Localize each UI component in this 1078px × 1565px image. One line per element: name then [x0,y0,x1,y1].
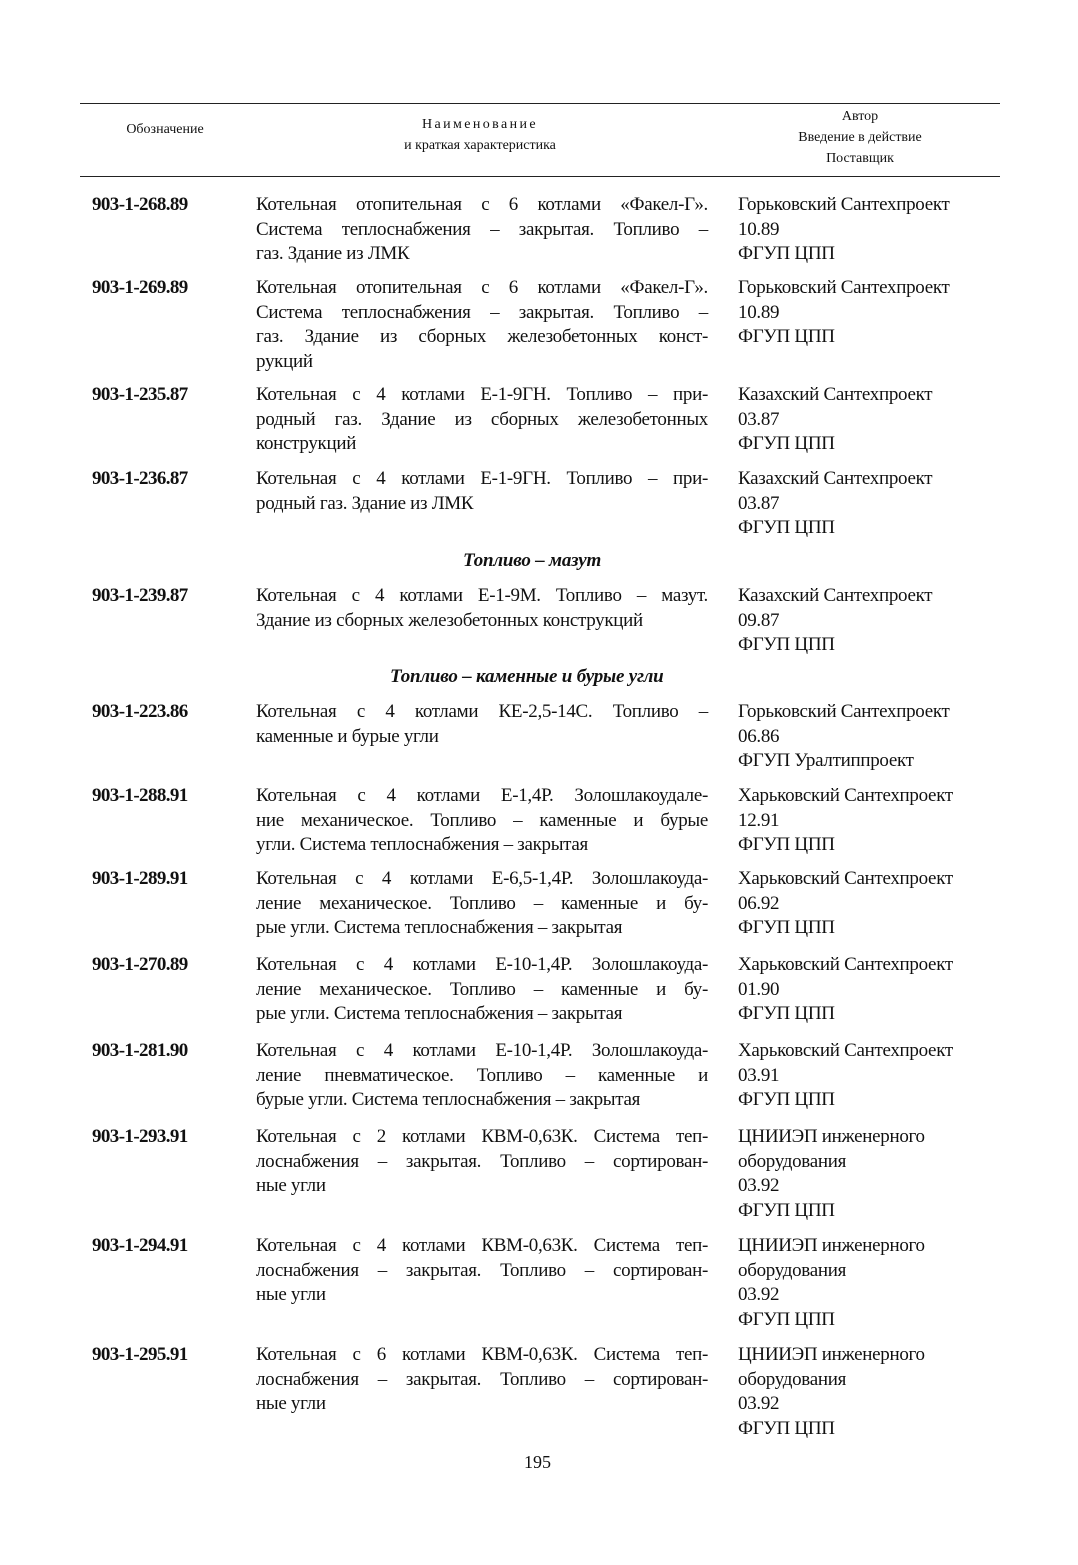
author-line: Харьковский Сантехпроект [738,868,953,889]
header-designation: Обозначение [126,122,204,137]
description-line: Котельная с 4 котлами Е-1-9М. Топливо – мазут. [256,585,708,606]
entry-author [738,193,950,267]
description-line: Котельная с 2 котлами КВМ-0,63К. Система теп- [256,1126,708,1147]
entry-description [256,1125,708,1199]
description-line: ление пневматическое. Топливо – каменные и [256,1064,708,1086]
entry-code: 903-1-236.87 [92,468,188,489]
description-line: Котельная с 4 котлами Е-1-9ГН. Топливо – при- [256,384,708,405]
header-name [360,114,600,156]
description-line: Система теплоснабжения – закрытая. Топливо – [256,301,708,323]
author-line: 03.87 [738,492,780,514]
author-line: 09.87 [738,609,780,631]
description-line: Котельная отопительная с 6 котлами «Факел-Г». [256,194,708,215]
author-line: ФГУП ЦПП [738,1417,835,1439]
header-name-title: Наименование [421,117,539,132]
description-line: лоснабжения – закрытая. Топливо – сортирован- [256,1259,708,1281]
description-line: ление механическое. Топливо – каменные и бу- [256,978,708,1000]
description-line: бурые угли. Система теплоснабжения – закрытая [256,1089,641,1111]
entry-author [738,383,932,457]
description-line: рые угли. Система теплоснабжения – закрытая [256,1003,623,1025]
entry-description [256,467,708,516]
description-line: родный газ. Здание из ЛМК [256,492,474,514]
author-line: 03.87 [738,408,780,430]
header-author-line: Автор [841,109,879,124]
author-line: 03.92 [738,1175,780,1197]
description-line: Котельная с 4 котлами Е-6,5-1,4Р. Золошлакоуда- [256,868,708,889]
description-line: каменные и бурые угли [256,725,439,747]
entry-description [256,584,708,633]
description-line: Котельная с 4 котлами Е-1,4Р. Золошлакоудале- [256,785,708,806]
entry-author [738,953,953,1027]
entry-description [256,193,708,267]
header-supplier-line: Поставщик [826,151,894,166]
author-line: оборудования [738,1368,847,1390]
description-line: рые угли. Система теплоснабжения – закрытая [256,917,623,939]
page-number: 195 [524,1452,551,1472]
description-line: Котельная с 4 котлами КЕ-2,5-14С. Топливо – [256,701,708,722]
entry-author [738,1039,953,1113]
author-line: 03.92 [738,1393,780,1415]
author-line: ФГУП ЦПП [738,243,835,265]
entry-code: 903-1-294.91 [92,1235,188,1256]
description-line: Здание из сборных железобетонных конструкций [256,609,643,631]
entry-code: 903-1-239.87 [92,585,188,606]
author-line: 06.92 [738,892,780,914]
entry-author [738,276,950,350]
author-line: Харьковский Сантехпроект [738,1040,953,1061]
entry-description [256,784,708,858]
author-line: оборудования [738,1150,847,1172]
entry-author [738,1234,925,1332]
description-line: лоснабжения – закрытая. Топливо – сортирован- [256,1368,708,1390]
description-line: рукций [256,350,313,372]
description-line: конструкций [256,433,357,455]
entry-description [256,700,708,749]
entry-description [256,276,708,374]
description-line: Котельная с 6 котлами КВМ-0,63К. Система теп- [256,1344,708,1365]
description-line: Котельная с 4 котлами Е-1-9ГН. Топливо – при- [256,468,708,489]
entry-code: 903-1-223.86 [92,701,188,722]
description-line: ные угли [256,1284,326,1306]
author-line: ФГУП ЦПП [738,917,835,939]
entry-description [256,1039,708,1113]
header-top-rule [80,103,1000,104]
header-date-line: Введение в действие [798,130,922,145]
entry-description [256,1234,708,1308]
header-name-subtitle: и краткая характеристика [404,138,556,153]
entry-author [738,700,950,774]
description-line: Котельная отопительная с 6 котлами «Факел-Г». [256,277,708,298]
author-line: Горьковский Сантехпроект [738,194,950,215]
author-line: ФГУП Уралтиппроект [738,750,914,772]
entry-code: 903-1-270.89 [92,954,188,975]
entry-author [738,1125,925,1223]
description-line: Система теплоснабжения – закрытая. Топливо – [256,218,708,240]
entry-author [738,467,932,541]
entry-author [738,1343,925,1441]
author-line: ЦНИИЭП инженерного [738,1126,925,1147]
author-line: ФГУП ЦПП [738,634,835,656]
entry-code: 903-1-268.89 [92,194,188,215]
author-line: 03.91 [738,1064,780,1086]
author-line: Горьковский Сантехпроект [738,701,950,722]
author-line: ФГУП ЦПП [738,1199,835,1221]
author-line: 03.92 [738,1284,780,1306]
author-line: 10.89 [738,218,780,240]
author-line: 01.90 [738,978,780,1000]
entry-code: 903-1-269.89 [92,277,188,298]
section-heading-mazut: Топливо – мазут [463,550,602,571]
entry-description [256,867,708,941]
entry-code: 903-1-295.91 [92,1344,188,1365]
description-line: Котельная с 4 котлами Е-10-1,4Р. Золошлакоуда- [256,954,708,975]
entry-code: 903-1-235.87 [92,384,188,405]
author-line: ФГУП ЦПП [738,326,835,348]
author-line: Казахский Сантехпроект [738,468,933,489]
author-line: ФГУП ЦПП [738,1003,835,1025]
entry-description [256,953,708,1027]
description-line: ные угли [256,1175,326,1197]
entry-description [256,1343,708,1417]
section-heading-coal: Топливо – каменные и бурые угли [390,666,664,687]
author-line: Харьковский Сантехпроект [738,785,953,806]
author-line: 12.91 [738,809,780,831]
author-line: Горьковский Сантехпроект [738,277,950,298]
author-line: оборудования [738,1259,847,1281]
description-line: газ. Здание из ЛМК [256,243,410,265]
entry-code: 903-1-281.90 [92,1040,188,1061]
header-bottom-rule [80,176,1000,177]
description-line: ные угли [256,1393,326,1415]
entry-description [256,383,708,457]
author-line: ФГУП ЦПП [738,433,835,455]
description-line: ление механическое. Топливо – каменные и бу- [256,892,708,914]
author-line: ФГУП ЦПП [738,517,835,539]
author-line: Харьковский Сантехпроект [738,954,953,975]
description-line: Котельная с 4 котлами КВМ-0,63К. Система теп- [256,1235,708,1256]
entry-code: 903-1-293.91 [92,1126,188,1147]
author-line: ЦНИИЭП инженерного [738,1344,925,1365]
author-line: ФГУП ЦПП [738,1308,835,1330]
entry-author [738,584,932,658]
description-line: лоснабжения – закрытая. Топливо – сортирован- [256,1150,708,1172]
author-line: 06.86 [738,725,780,747]
entry-code: 903-1-289.91 [92,868,188,889]
description-line: угли. Система теплоснабжения – закрытая [256,834,588,856]
header-author [760,106,960,169]
author-line: ФГУП ЦПП [738,1089,835,1111]
author-line: Казахский Сантехпроект [738,384,933,405]
author-line: ФГУП ЦПП [738,834,835,856]
author-line: 10.89 [738,301,780,323]
description-line: Котельная с 4 котлами Е-10-1,4Р. Золошлакоуда- [256,1040,708,1061]
entry-author [738,784,953,858]
description-line: ние механическое. Топливо – каменные и бурые [256,809,708,831]
description-line: газ. Здание из сборных железобетонных конст- [256,326,708,348]
description-line: родный газ. Здание из сборных железобетонных [256,408,708,430]
entry-code: 903-1-288.91 [92,785,188,806]
author-line: Казахский Сантехпроект [738,585,933,606]
author-line: ЦНИИЭП инженерного [738,1235,925,1256]
entry-author [738,867,953,941]
